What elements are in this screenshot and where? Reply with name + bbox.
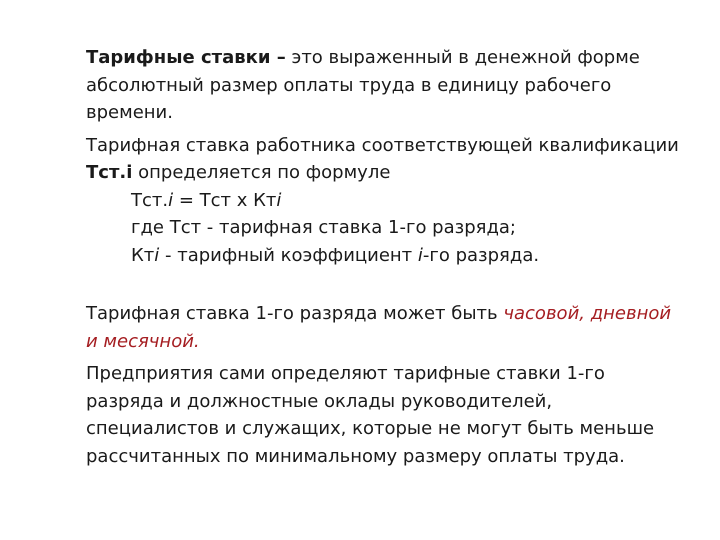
formula-lhs: Тст. bbox=[131, 189, 169, 211]
enterprise-paragraph: Предприятия сами определяют тарифные ставки 1-го разряда и должностные оклады руководителей, специалистов и служащих, которые не могут быть меньше рассчитанных по минимальному размеру оплаты труда. bbox=[86, 363, 655, 467]
slide-body bbox=[86, 44, 686, 470]
rate-period-accent: часовой, дневной и месячной. bbox=[86, 303, 672, 352]
rate-symbol: Тст.i bbox=[86, 162, 133, 183]
rate-period-text: Тарифная ставка 1-го разряда может быть bbox=[86, 303, 504, 324]
formula-rhs-index: i bbox=[276, 189, 282, 211]
definition-term: Тарифные ставки – bbox=[86, 47, 286, 68]
formula-mid: = Тст x Кт bbox=[173, 189, 277, 211]
rate-text: Тарифная ставка работника соответствующей квалификации bbox=[86, 134, 679, 156]
where2-b: - тарифный коэффициент bbox=[159, 244, 418, 266]
rate-paragraph bbox=[86, 132, 686, 187]
rate-text-end: определяется по формуле bbox=[132, 162, 391, 183]
where2-a: Кт bbox=[131, 244, 155, 266]
definition-text: это выраженный в денежной форме абсолютный размер оплаты труда в единицу рабочего времени. bbox=[86, 47, 640, 123]
rate-period-paragraph bbox=[86, 300, 686, 355]
where2-b-index: i bbox=[417, 244, 423, 266]
definition-paragraph bbox=[86, 44, 686, 127]
formula-where-line-2 bbox=[86, 242, 686, 270]
where2-a-index: i bbox=[154, 244, 160, 266]
formula-line bbox=[86, 187, 686, 215]
formula-where-line-1: где Тст - тарифная ставка 1-го разряда; bbox=[131, 217, 516, 238]
formula-lhs-index: i bbox=[168, 189, 174, 211]
where2-c: -го разряда. bbox=[422, 244, 540, 266]
